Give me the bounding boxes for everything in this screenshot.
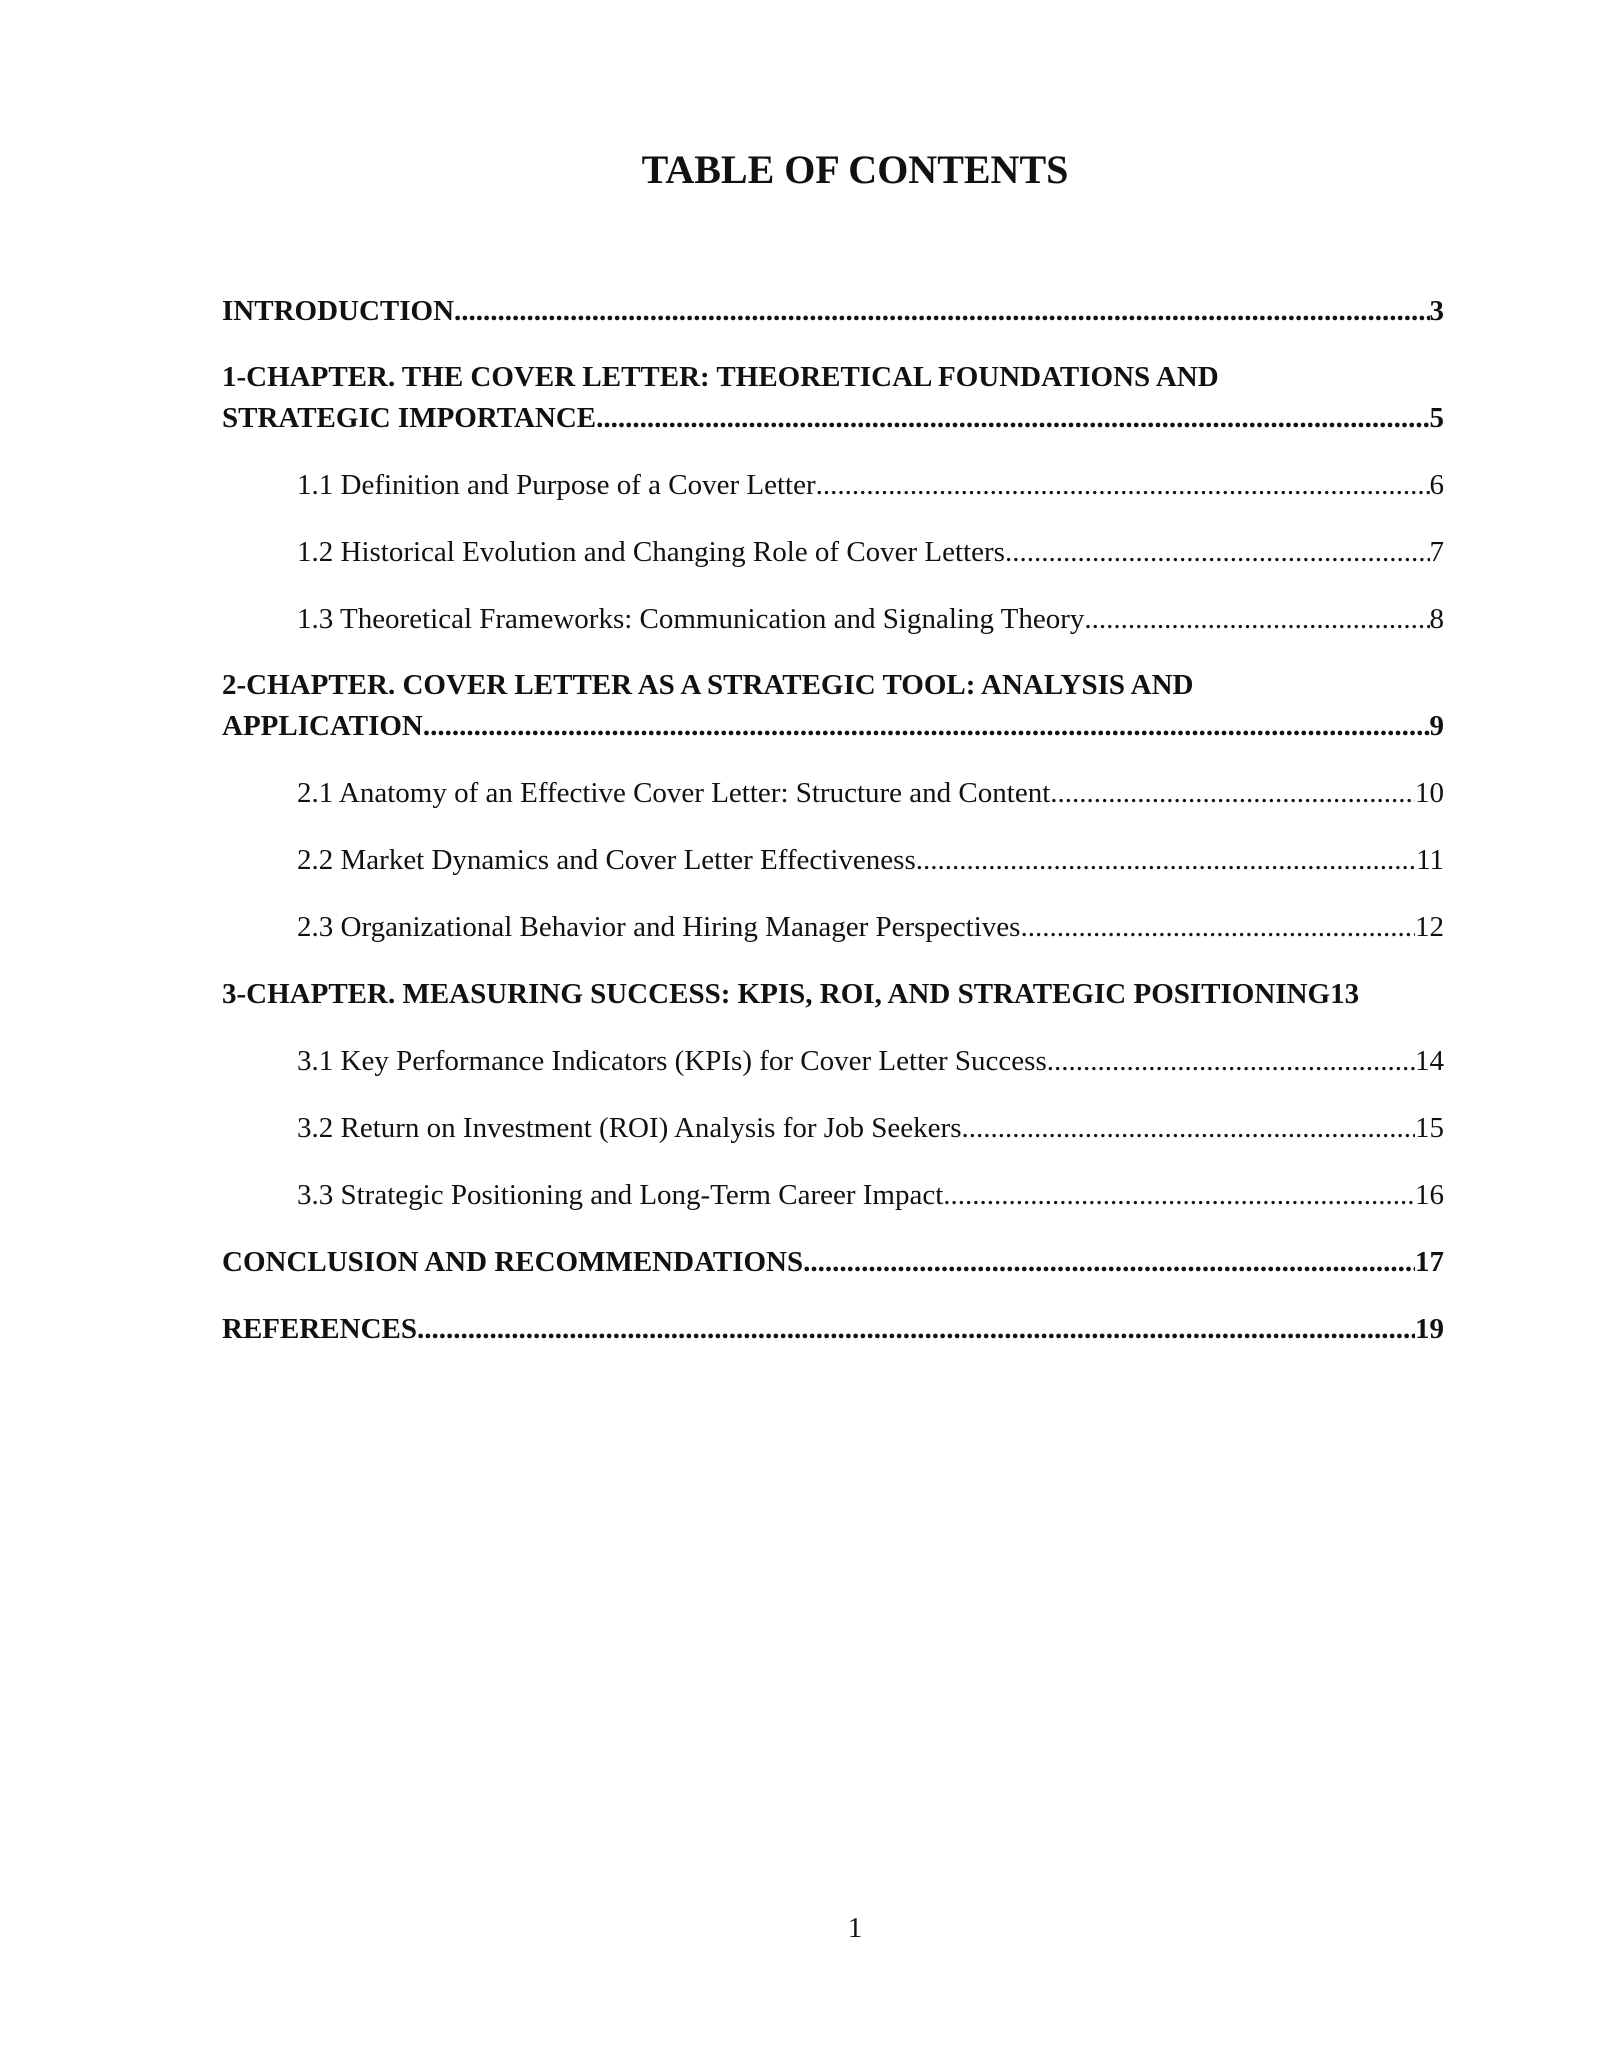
toc-entry-title: 2.2 Market Dynamics and Cover Letter Effectiveness — [297, 844, 916, 876]
toc-page-number: 10 — [1415, 777, 1444, 809]
toc-entry-title: 3.1 Key Performance Indicators (KPIs) for Cover Letter Success — [297, 1045, 1047, 1077]
toc-entry-title: CONCLUSION AND RECOMMENDATIONS — [222, 1246, 804, 1278]
toc-entry-title: INTRODUCTION — [222, 295, 455, 327]
toc-entry-title-line-1: 1-CHAPTER. THE COVER LETTER: THEORETICAL FOUNDATIONS AND — [222, 361, 1219, 393]
toc-page-number: 15 — [1415, 1112, 1444, 1144]
page-title: TABLE OF CONTENTS — [641, 147, 1069, 192]
toc-page-number: 16 — [1415, 1179, 1444, 1211]
toc-entry-introduction[interactable] — [222, 291, 1444, 332]
toc-page-number: 5 — [1429, 402, 1444, 434]
toc-entry-title: 1.3 Theoretical Frameworks: Communication and Signaling Theory — [297, 603, 1085, 635]
toc-dot-leader — [1005, 532, 1430, 573]
toc-entry-title: 2.3 Organizational Behavior and Hiring Manager Perspectives — [297, 911, 1021, 943]
toc-dot-leader — [454, 291, 1429, 332]
toc-dot-leader — [961, 1108, 1415, 1149]
toc-page-number: 6 — [1429, 469, 1444, 501]
toc-dot-leader — [816, 465, 1430, 506]
toc-dot-leader — [417, 1309, 1415, 1350]
toc-entry-title-line-1: 2-CHAPTER. COVER LETTER AS A STRATEGIC TOOL: ANALYSIS AND — [222, 669, 1194, 701]
toc-entry-section-1-2[interactable] — [297, 532, 1444, 573]
toc-dot-leader — [1084, 599, 1429, 640]
toc-entry-chapter-2[interactable] — [222, 665, 1444, 747]
toc-entry-conclusion[interactable] — [222, 1242, 1444, 1283]
toc-entry-section-2-2[interactable] — [297, 840, 1444, 881]
toc-entry-chapter-1[interactable] — [222, 357, 1444, 439]
toc-entry-title-line-2: STRATEGIC IMPORTANCE — [222, 402, 597, 434]
page-number: 1 — [847, 1912, 863, 1944]
toc-page-number: 14 — [1415, 1045, 1444, 1077]
toc-entry-section-3-1[interactable] — [297, 1041, 1444, 1082]
toc-entry-title-line-2: APPLICATION — [222, 710, 423, 742]
toc-entry-title: 3-CHAPTER. MEASURING SUCCESS: KPIS, ROI, AND STRATEGIC POSITIONING — [222, 978, 1331, 1010]
toc-dot-leader — [1047, 1041, 1415, 1082]
toc-entry-section-2-1[interactable] — [297, 773, 1444, 814]
toc-entry-title: REFERENCES — [222, 1313, 417, 1345]
toc-page-number: 3 — [1429, 295, 1444, 327]
toc-page-number: 11 — [1416, 844, 1444, 876]
toc-page-number: 9 — [1429, 710, 1444, 742]
toc-dot-leader — [916, 840, 1416, 881]
toc-entry-title: 1.2 Historical Evolution and Changing Role of Cover Letters — [297, 536, 1005, 568]
toc-dot-leader — [423, 706, 1430, 747]
toc-entry-section-1-1[interactable] — [297, 465, 1444, 506]
toc-dot-leader — [803, 1242, 1415, 1283]
toc-page-number: 7 — [1429, 536, 1444, 568]
toc-page-number: 13 — [1330, 978, 1360, 1010]
toc-dot-leader — [943, 1175, 1415, 1216]
toc-entry-chapter-3[interactable] — [222, 974, 1444, 1015]
toc-entry-title: 2.1 Anatomy of an Effective Cover Letter: Structure and Content — [297, 777, 1051, 809]
toc-entry-section-2-3[interactable] — [297, 907, 1444, 948]
toc-entry-section-1-3[interactable] — [297, 599, 1444, 640]
toc-entry-section-3-2[interactable] — [297, 1108, 1444, 1149]
toc-entry-title: 1.1 Definition and Purpose of a Cover Letter — [297, 469, 816, 501]
toc-dot-leader — [1020, 907, 1415, 948]
toc-entry-title: 3.2 Return on Investment (ROI) Analysis for Job Seekers — [297, 1112, 962, 1144]
toc-page-number: 17 — [1415, 1246, 1444, 1278]
toc-page-number: 8 — [1429, 603, 1444, 635]
toc-dot-leader — [596, 398, 1429, 439]
toc-entry-references[interactable] — [222, 1309, 1444, 1350]
toc-dot-leader — [1050, 773, 1415, 814]
toc-page-number: 12 — [1415, 911, 1444, 943]
toc-entry-section-3-3[interactable] — [297, 1175, 1444, 1216]
toc-entry-title: 3.3 Strategic Positioning and Long-Term Career Impact — [297, 1179, 944, 1211]
toc-page-number: 19 — [1415, 1313, 1444, 1345]
